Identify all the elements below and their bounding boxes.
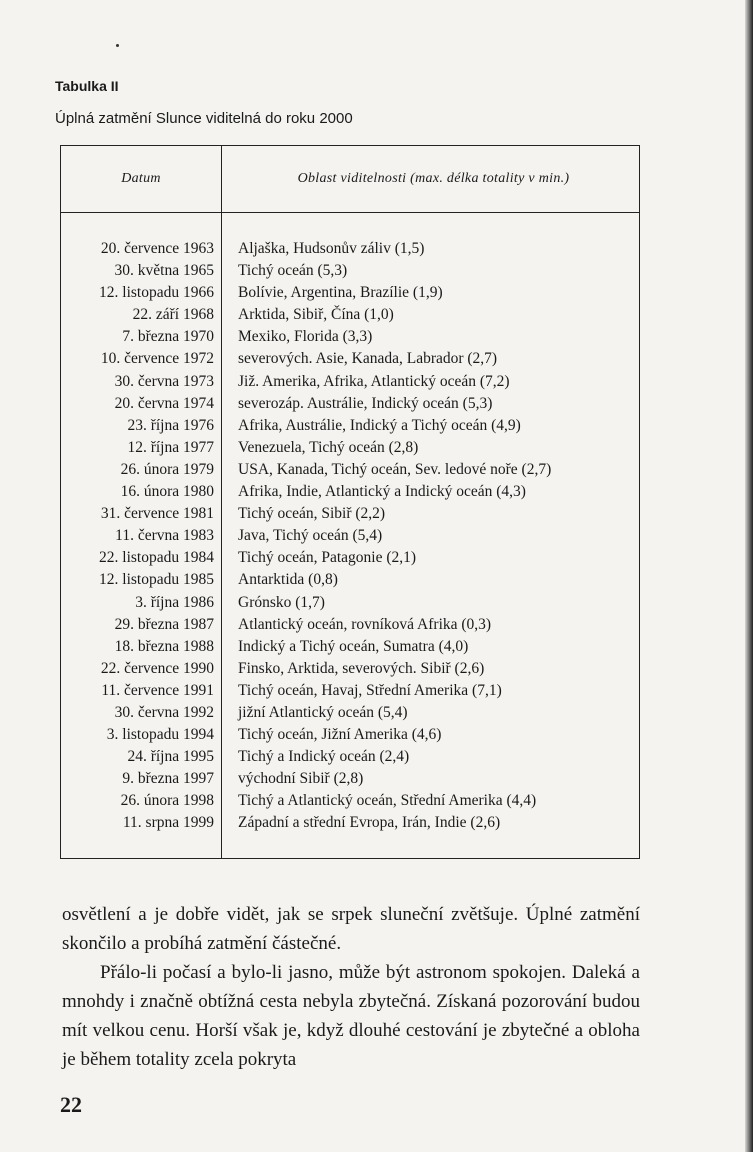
table-cell-date: 12. října 1977	[127, 438, 214, 456]
header-area: Oblast viditelnosti (max. délka totality v min.)	[297, 171, 570, 186]
page-edge-shadow	[745, 0, 753, 1152]
table-cell-date: 18. března 1988	[114, 637, 214, 655]
table-cell-area: Mexiko, Florida (3,3)	[238, 328, 373, 346]
header-date: Datum	[121, 171, 161, 186]
table-cell-date: 30. června 1973	[114, 372, 214, 390]
table-cell-date: 31. července 1981	[100, 505, 214, 523]
table-cell-area: severových. Asie, Kanada, Labrador (2,7)	[238, 350, 498, 368]
table-cell-date: 20. června 1974	[114, 394, 214, 412]
table-cell-area: Tichý oceán, Havaj, Střední Amerika (7,1)	[238, 681, 502, 699]
page-number: 22	[60, 1092, 82, 1117]
table-cell-area: Tichý a Atlantický oceán, Střední Amerika (4,4)	[238, 792, 537, 810]
table-cell-date: 12. listopadu 1985	[99, 571, 214, 589]
table-cell-date: 11. srpna 1999	[122, 814, 214, 832]
table-cell-date: 30. května 1965	[114, 262, 214, 280]
table-cell-area: jižní Atlantický oceán (5,4)	[238, 703, 408, 721]
table-cell-date: 22. července 1990	[100, 659, 214, 677]
table-cell-date: 10. července 1972	[100, 350, 214, 368]
table-cell-area: severozáp. Austrálie, Indický oceán (5,3)	[238, 394, 493, 412]
table-cell-area: Afrika, Austrálie, Indický a Tichý oceán (4,9)	[238, 416, 521, 434]
table-cell-date: 30. června 1992	[114, 703, 214, 721]
table-cell-area: Atlantický oceán, rovníková Afrika (0,3)	[238, 615, 492, 633]
table-cell-date: 11. července 1991	[101, 681, 214, 699]
table-cell-area: Arktida, Sibiř, Čína (1,0)	[238, 306, 394, 324]
table-cell-date: 11. června 1983	[115, 527, 214, 545]
table-cell-area: Finsko, Arktida, severových. Sibiř (2,6)	[238, 659, 485, 677]
table-cell-date: 12. listopadu 1966	[99, 284, 214, 302]
paragraph: osvětlení a je dobře vidět, jak se srpek sluneční zvětšuje. Úplné zatmění skončilo a probíhá zatmění částečné.	[62, 904, 640, 954]
table-cell-date: 3. října 1986	[135, 593, 214, 611]
table-cell-area: Antarktida (0,8)	[238, 571, 338, 589]
table-cell-date: 29. března 1987	[114, 615, 214, 633]
table-cell-date: 23. října 1976	[127, 416, 214, 434]
table-cell-area: Již. Amerika, Afrika, Atlantický oceán (7,2)	[238, 372, 510, 390]
table-cell-area: Indický a Tichý oceán, Sumatra (4,0)	[238, 637, 469, 655]
table-cell-date: 22. září 1968	[132, 306, 214, 324]
table-cell-area: Tichý oceán, Patagonie (2,1)	[238, 549, 417, 567]
date-column	[61, 238, 214, 835]
table-cell-date: 26. února 1998	[120, 792, 214, 810]
paragraph: Přálo-li počasí a bylo-li jasno, může být astronom spokojen. Daleká a mnohdy i značně obtížná cesta nebyla zbytečná. Získaná pozorování budou mít velkou cenu. Horší však je, když dlouhé cestování je zbytečné a obloha je během totality zcela pokryta	[62, 962, 640, 1070]
table-cell-date: 20. července 1963	[100, 240, 214, 257]
area-column	[238, 238, 638, 835]
table-cell-date: 22. listopadu 1984	[99, 549, 214, 567]
table-cell-area: Západní a střední Evropa, Irán, Indie (2,6)	[238, 814, 501, 832]
body-text	[62, 900, 640, 1074]
table-cell-area: Grónsko (1,7)	[238, 593, 325, 611]
table-cell-date: 3. listopadu 1994	[106, 726, 214, 744]
header-divider	[61, 212, 639, 213]
table-cell-date: 16. února 1980	[120, 483, 214, 501]
column-divider	[221, 146, 222, 858]
table-cell-area: USA, Kanada, Tichý oceán, Sev. ledové noře (2,7)	[238, 460, 552, 478]
table-cell-area: Aljaška, Hudsonův záliv (1,5)	[238, 240, 425, 257]
table-label: Tabulka II	[55, 78, 119, 94]
table-cell-area: Tichý oceán, Jižní Amerika (4,6)	[238, 726, 442, 744]
table-cell-date: 7. března 1970	[122, 328, 214, 346]
table-cell-area: Java, Tichý oceán (5,4)	[238, 527, 383, 545]
table-cell-date: 26. února 1979	[120, 460, 214, 478]
table-cell-area: Afrika, Indie, Atlantický a Indický oceán (4,3)	[238, 483, 526, 501]
eclipse-table	[60, 145, 640, 859]
table-cell-date: 9. března 1997	[122, 770, 214, 788]
table-cell-area: Tichý a Indický oceán (2,4)	[238, 748, 410, 766]
table-caption: Úplná zatmění Slunce viditelná do roku 2000	[55, 110, 353, 127]
table-cell-area: Venezuela, Tichý oceán (2,8)	[238, 438, 419, 456]
table-cell-area: východní Sibiř (2,8)	[238, 770, 364, 788]
table-cell-area: Tichý oceán, Sibiř (2,2)	[238, 505, 386, 523]
table-cell-area: Bolívie, Argentina, Brazílie (1,9)	[238, 284, 443, 302]
table-cell-date: 24. října 1995	[127, 748, 214, 766]
table-cell-area: Tichý oceán (5,3)	[238, 262, 348, 280]
speck	[116, 44, 119, 47]
